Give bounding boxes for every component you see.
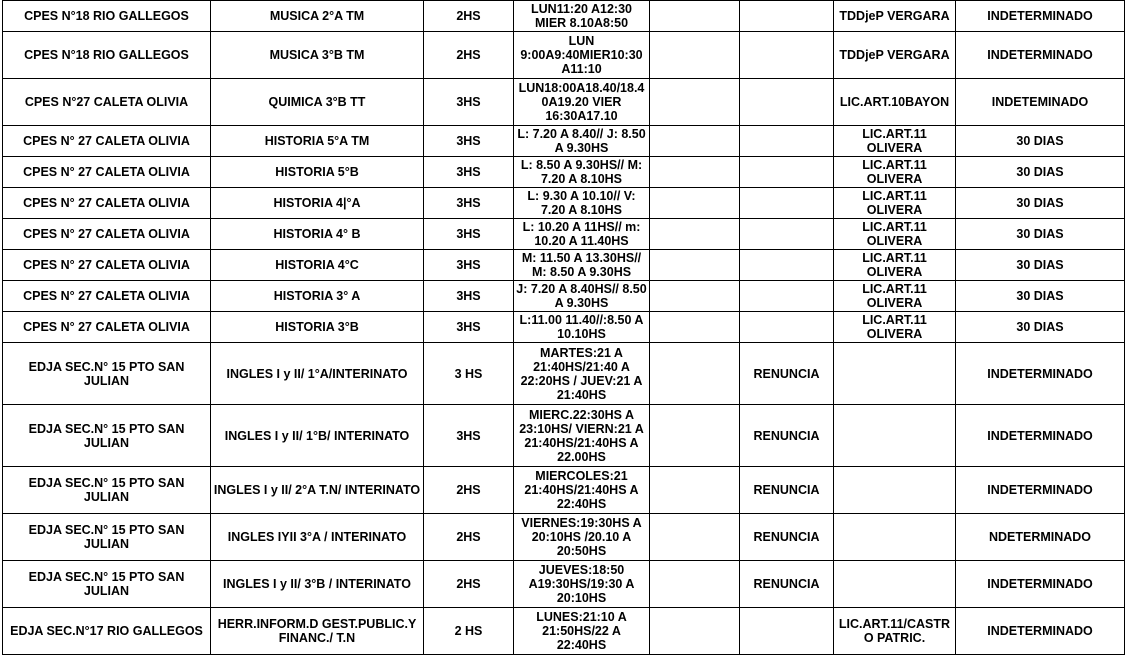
status-cell [740,157,834,188]
status-cell [740,126,834,157]
schedule-cell: MARTES:21 A 21:40HS/21:40 A 22:20HS / JUEV:21 A 21:40HS [514,343,650,405]
empty-cell [650,608,740,655]
position-cell: INGLES I y II/ 2°A T.N/ INTERINATO [211,467,424,514]
table-row [3,157,1125,188]
leave-cell: TDDjeP VERGARA [834,1,956,32]
hours-cell: 3HS [424,188,514,219]
position-cell: INGLES IYII 3°A / INTERINATO [211,514,424,561]
status-cell [740,281,834,312]
table-row [3,561,1125,608]
period-cell: INDETERMINADO [956,608,1125,655]
schedule-cell: VIERNES:19:30HS A 20:10HS /20.10 A 20:50HS [514,514,650,561]
schedule-cell: L: 8.50 A 9.30HS// M: 7.20 A 8.10HS [514,157,650,188]
table-row [3,250,1125,281]
status-cell [740,79,834,126]
leave-cell: LIC.ART.11 OLIVERA [834,281,956,312]
period-cell: INDETERMINADO [956,343,1125,405]
table-row [3,126,1125,157]
schedule-cell: JUEVES:18:50 A19:30HS/19:30 A 20:10HS [514,561,650,608]
status-cell [740,608,834,655]
institution-cell: EDJA SEC.N° 15 PTO SAN JULIAN [3,343,211,405]
leave-cell: LIC.ART.11 OLIVERA [834,188,956,219]
table-row [3,281,1125,312]
institution-cell: CPES N° 27 CALETA OLIVIA [3,312,211,343]
empty-cell [650,157,740,188]
hours-cell: 3HS [424,126,514,157]
table-row [3,219,1125,250]
period-cell: 30 DIAS [956,281,1125,312]
empty-cell [650,467,740,514]
schedule-cell: MIERC.22:30HS A 23:10HS/ VIERN:21 A 21:40HS/21:40HS A 22.00HS [514,405,650,467]
empty-cell [650,514,740,561]
hours-cell: 3HS [424,79,514,126]
leave-cell: LIC.ART.11 OLIVERA [834,250,956,281]
empty-cell [650,32,740,79]
status-cell [740,250,834,281]
schedule-cell: L: 10.20 A 11HS// m: 10.20 A 11.40HS [514,219,650,250]
schedule-cell: M: 11.50 A 13.30HS// M: 8.50 A 9.30HS [514,250,650,281]
hours-cell: 2HS [424,32,514,79]
period-cell: 30 DIAS [956,250,1125,281]
table-row [3,32,1125,79]
schedule-cell: LUN 9:00A9:40MIER10:30 A11:10 [514,32,650,79]
schedule-cell: LUNES:21:10 A 21:50HS/22 A 22:40HS [514,608,650,655]
empty-cell [650,312,740,343]
leave-cell: LIC.ART.11 OLIVERA [834,312,956,343]
leave-cell [834,405,956,467]
institution-cell: CPES N° 27 CALETA OLIVIA [3,219,211,250]
hours-cell: 3HS [424,312,514,343]
position-cell: INGLES I y II/ 3°B / INTERINATO [211,561,424,608]
table-row [3,79,1125,126]
schedule-cell: L:11.00 11.40//:8.50 A 10.10HS [514,312,650,343]
empty-cell [650,561,740,608]
hours-cell: 2HS [424,1,514,32]
leave-cell: TDDjeP VERGARA [834,32,956,79]
schedule-cell: L: 7.20 A 8.40// J: 8.50 A 9.30HS [514,126,650,157]
status-cell: RENUNCIA [740,561,834,608]
schedule-cell: LUN11:20 A12:30 MIER 8.10A8:50 [514,1,650,32]
position-cell: HISTORIA 4°C [211,250,424,281]
assignments-table [2,0,1125,655]
table-row [3,608,1125,655]
position-cell: INGLES I y II/ 1°A/INTERINATO [211,343,424,405]
position-cell: HISTORIA 5°B [211,157,424,188]
position-cell: INGLES I y II/ 1°B/ INTERINATO [211,405,424,467]
table-body [3,1,1125,655]
hours-cell: 3HS [424,157,514,188]
institution-cell: EDJA SEC.N° 15 PTO SAN JULIAN [3,514,211,561]
institution-cell: CPES N°27 CALETA OLIVIA [3,79,211,126]
institution-cell: CPES N°18 RIO GALLEGOS [3,32,211,79]
institution-cell: EDJA SEC.N° 15 PTO SAN JULIAN [3,561,211,608]
table-row [3,1,1125,32]
position-cell: HISTORIA 4° B [211,219,424,250]
schedule-cell: LUN18:00A18.40/18.40A19.20 VIER 16:30A17.10 [514,79,650,126]
schedule-cell: L: 9.30 A 10.10// V: 7.20 A 8.10HS [514,188,650,219]
status-cell [740,1,834,32]
period-cell: INDETERMINADO [956,467,1125,514]
institution-cell: CPES N° 27 CALETA OLIVIA [3,126,211,157]
hours-cell: 2HS [424,561,514,608]
empty-cell [650,188,740,219]
status-cell: RENUNCIA [740,343,834,405]
empty-cell [650,405,740,467]
period-cell: INDETERMINADO [956,32,1125,79]
period-cell: 30 DIAS [956,126,1125,157]
position-cell: MUSICA 2°A TM [211,1,424,32]
position-cell: HERR.INFORM.D GEST.PUBLIC.Y FINANC./ T.N [211,608,424,655]
period-cell: 30 DIAS [956,312,1125,343]
hours-cell: 3 HS [424,343,514,405]
leave-cell [834,514,956,561]
position-cell: HISTORIA 3°B [211,312,424,343]
empty-cell [650,250,740,281]
empty-cell [650,219,740,250]
empty-cell [650,79,740,126]
leave-cell [834,467,956,514]
status-cell: RENUNCIA [740,467,834,514]
institution-cell: EDJA SEC.N° 15 PTO SAN JULIAN [3,405,211,467]
hours-cell: 2HS [424,514,514,561]
period-cell: 30 DIAS [956,188,1125,219]
position-cell: MUSICA 3°B TM [211,32,424,79]
empty-cell [650,1,740,32]
leave-cell: LIC.ART.11/CASTRO PATRIC. [834,608,956,655]
status-cell [740,219,834,250]
schedule-cell: J: 7.20 A 8.40HS// 8.50 A 9.30HS [514,281,650,312]
table-row [3,405,1125,467]
hours-cell: 2 HS [424,608,514,655]
hours-cell: 3HS [424,219,514,250]
institution-cell: CPES N° 27 CALETA OLIVIA [3,188,211,219]
position-cell: HISTORIA 4|°A [211,188,424,219]
leave-cell: LIC.ART.11 OLIVERA [834,157,956,188]
empty-cell [650,126,740,157]
leave-cell: LIC.ART.11 OLIVERA [834,126,956,157]
institution-cell: EDJA SEC.N° 15 PTO SAN JULIAN [3,467,211,514]
period-cell: INDETERMINADO [956,561,1125,608]
leave-cell [834,343,956,405]
table-row [3,188,1125,219]
table-row [3,343,1125,405]
status-cell: RENUNCIA [740,514,834,561]
period-cell: INDETERMINADO [956,405,1125,467]
leave-cell: LIC.ART.10BAYON [834,79,956,126]
status-cell [740,312,834,343]
table-row [3,312,1125,343]
institution-cell: EDJA SEC.N°17 RIO GALLEGOS [3,608,211,655]
empty-cell [650,281,740,312]
leave-cell [834,561,956,608]
period-cell: INDETEMINADO [956,79,1125,126]
period-cell: 30 DIAS [956,157,1125,188]
hours-cell: 3HS [424,281,514,312]
hours-cell: 3HS [424,250,514,281]
position-cell: HISTORIA 5°A TM [211,126,424,157]
institution-cell: CPES N° 27 CALETA OLIVIA [3,157,211,188]
institution-cell: CPES N° 27 CALETA OLIVIA [3,281,211,312]
period-cell: INDETERMINADO [956,1,1125,32]
status-cell [740,188,834,219]
hours-cell: 2HS [424,467,514,514]
leave-cell: LIC.ART.11 OLIVERA [834,219,956,250]
table-row [3,514,1125,561]
status-cell: RENUNCIA [740,405,834,467]
schedule-cell: MIERCOLES:21 21:40HS/21:40HS A 22:40HS [514,467,650,514]
period-cell: 30 DIAS [956,219,1125,250]
status-cell [740,32,834,79]
empty-cell [650,343,740,405]
institution-cell: CPES N° 27 CALETA OLIVIA [3,250,211,281]
table-row [3,467,1125,514]
position-cell: QUIMICA 3°B TT [211,79,424,126]
hours-cell: 3HS [424,405,514,467]
period-cell: NDETERMINADO [956,514,1125,561]
institution-cell: CPES N°18 RIO GALLEGOS [3,1,211,32]
position-cell: HISTORIA 3° A [211,281,424,312]
